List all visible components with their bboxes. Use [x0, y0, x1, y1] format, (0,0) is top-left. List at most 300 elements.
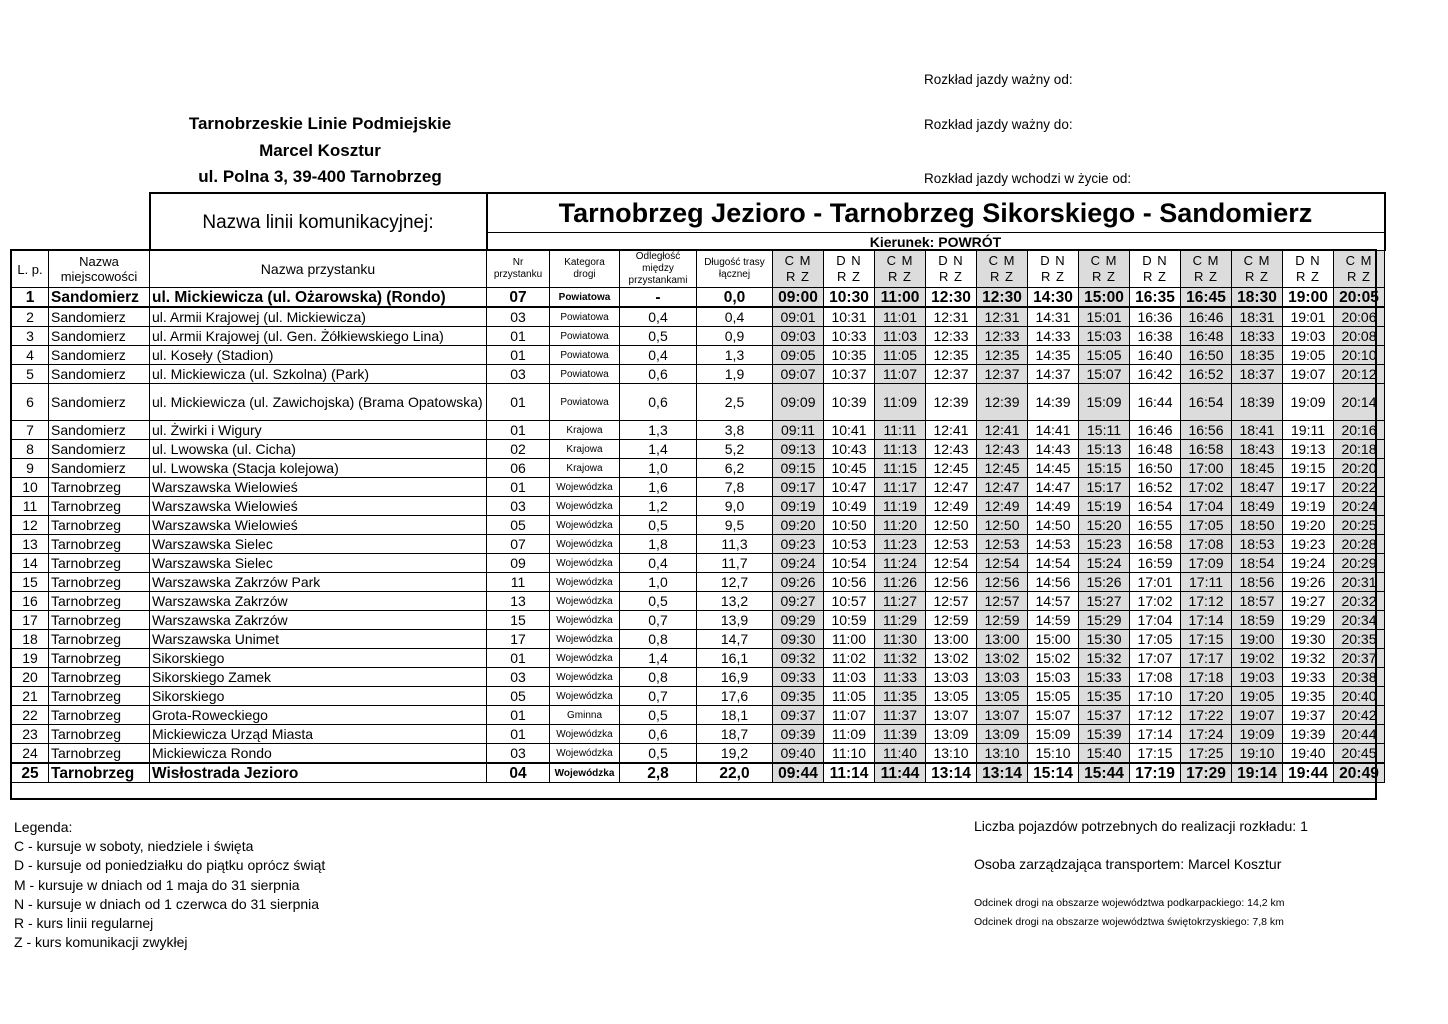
departure-time: 11:37	[875, 706, 926, 725]
departure-time: 14:43	[1028, 440, 1079, 459]
stop-name: Sikorskiego Zamek	[150, 668, 487, 687]
road-category: Wojewódzka	[550, 630, 620, 649]
departure-time: 11:17	[875, 478, 926, 497]
departure-time: 14:54	[1028, 554, 1079, 573]
distance-between: 0,8	[620, 630, 697, 649]
departure-time: 16:50	[1181, 346, 1232, 365]
departure-time: 19:33	[1283, 668, 1334, 687]
stop-number: 02	[487, 440, 550, 459]
stop-index: 6	[12, 384, 49, 421]
col-road-category: Kategora drogi	[550, 251, 620, 288]
line-name-label: Nazwa linii komunikacyjnej:	[150, 193, 487, 251]
total-length: 12,7	[697, 573, 773, 592]
departure-time: 09:44	[773, 763, 824, 783]
departure-time: 12:45	[977, 459, 1028, 478]
departure-time: 14:39	[1028, 384, 1079, 421]
stop-number: 04	[487, 763, 550, 783]
departure-time: 10:33	[824, 327, 875, 346]
stop-number: 01	[487, 725, 550, 744]
road-category: Wojewódzka	[550, 592, 620, 611]
departure-time: 14:30	[1028, 288, 1079, 308]
departure-time: 11:11	[875, 421, 926, 440]
col-stop: Nazwa przystanku	[150, 251, 487, 288]
stop-number: 01	[487, 384, 550, 421]
stop-number: 05	[487, 687, 550, 706]
distance-between: 1,0	[620, 573, 697, 592]
departure-time: 11:40	[875, 744, 926, 764]
town-name: Tarnobrzeg	[49, 573, 150, 592]
departure-time: 19:05	[1232, 687, 1283, 706]
departure-time: 15:40	[1079, 744, 1130, 764]
course-code-bottom: R Z	[1194, 269, 1218, 284]
stop-name: ul. Mickiewicza (ul. Ożarowska) (Rondo)	[150, 288, 487, 308]
departure-time: 12:54	[926, 554, 977, 573]
departure-time: 14:56	[1028, 573, 1079, 592]
departure-time: 12:56	[977, 573, 1028, 592]
distance-between: 0,6	[620, 725, 697, 744]
town-name: Tarnobrzeg	[49, 649, 150, 668]
departure-time: 20:28	[1334, 535, 1385, 554]
departure-time: 09:17	[773, 478, 824, 497]
departure-time: 12:56	[926, 573, 977, 592]
stop-index: 2	[12, 307, 49, 327]
stop-number: 03	[487, 668, 550, 687]
departure-time: 12:47	[977, 478, 1028, 497]
stop-index: 11	[12, 497, 49, 516]
legend-item: Z - kurs komunikacji zwykłej	[14, 934, 188, 951]
legend-item: N - kursuje w dniach od 1 czerwca do 31 sierpnia	[14, 895, 320, 912]
vehicles-count: Liczba pojazdów potrzebnych do realizacji rozkładu: 1	[974, 818, 1308, 834]
departure-time: 11:26	[875, 573, 926, 592]
departure-time: 11:09	[875, 384, 926, 421]
stop-index: 20	[12, 668, 49, 687]
departure-time: 20:32	[1334, 592, 1385, 611]
valid-to-label: Rozkład jazdy ważny do:	[924, 117, 1073, 132]
departure-time: 19:44	[1283, 763, 1334, 783]
stop-index: 24	[12, 744, 49, 764]
departure-time: 14:41	[1028, 421, 1079, 440]
departure-time: 19:40	[1283, 744, 1334, 764]
departure-time: 19:01	[1283, 307, 1334, 327]
col-distance-between: Odległość między przystankami	[620, 251, 697, 288]
total-length: 11,7	[697, 554, 773, 573]
stop-number: 01	[487, 421, 550, 440]
departure-time: 14:49	[1028, 497, 1079, 516]
departure-time: 16:38	[1130, 327, 1181, 346]
distance-between: 0,6	[620, 384, 697, 421]
stop-name: ul. Mickiewicza (ul. Szkolna) (Park)	[150, 365, 487, 384]
departure-time: 20:10	[1334, 346, 1385, 365]
segment-podkarpackie: Odcinek drogi na obszarze województwa podkarpackiego: 14,2 km	[974, 897, 1285, 909]
departure-time: 09:26	[773, 573, 824, 592]
table-row	[12, 307, 1385, 327]
stop-number: 01	[487, 649, 550, 668]
stop-index: 22	[12, 706, 49, 725]
course-header	[1232, 251, 1283, 288]
road-category: Wojewódzka	[550, 478, 620, 497]
stop-name: Warszawska Sielec	[150, 535, 487, 554]
course-code-bottom: R Z	[1143, 269, 1167, 284]
total-length: 19,2	[697, 744, 773, 764]
departure-time: 14:33	[1028, 327, 1079, 346]
departure-time: 10:47	[824, 478, 875, 497]
departure-time: 13:09	[926, 725, 977, 744]
departure-time: 19:37	[1283, 706, 1334, 725]
total-length: 6,2	[697, 459, 773, 478]
departure-time: 18:30	[1232, 288, 1283, 308]
departure-time: 11:19	[875, 497, 926, 516]
total-length: 5,2	[697, 440, 773, 459]
distance-between: 1,0	[620, 459, 697, 478]
course-header	[1079, 251, 1130, 288]
road-category: Wojewódzka	[550, 725, 620, 744]
departure-time: 11:20	[875, 516, 926, 535]
departure-time: 16:58	[1181, 440, 1232, 459]
departure-time: 11:07	[824, 706, 875, 725]
departure-time: 15:07	[1028, 706, 1079, 725]
departure-time: 16:48	[1130, 440, 1181, 459]
departure-time: 15:44	[1079, 763, 1130, 783]
departure-time: 16:54	[1130, 497, 1181, 516]
town-name: Tarnobrzeg	[49, 706, 150, 725]
stop-index: 13	[12, 535, 49, 554]
departure-time: 17:05	[1130, 630, 1181, 649]
departure-time: 20:20	[1334, 459, 1385, 478]
departure-time: 15:27	[1079, 592, 1130, 611]
total-length: 7,8	[697, 478, 773, 497]
departure-time: 19:26	[1283, 573, 1334, 592]
col-town: Nazwa miejscowości	[49, 251, 150, 288]
departure-time: 15:05	[1028, 687, 1079, 706]
table-row	[12, 346, 1385, 365]
departure-time: 15:17	[1079, 478, 1130, 497]
departure-time: 14:59	[1028, 611, 1079, 630]
departure-time: 19:13	[1283, 440, 1334, 459]
departure-time: 17:12	[1181, 592, 1232, 611]
departure-time: 09:13	[773, 440, 824, 459]
departure-time: 13:09	[977, 725, 1028, 744]
departure-time: 19:11	[1283, 421, 1334, 440]
departure-time: 19:07	[1283, 365, 1334, 384]
table-row	[12, 592, 1385, 611]
distance-between: 0,7	[620, 611, 697, 630]
departure-time: 17:04	[1181, 497, 1232, 516]
stop-number: 06	[487, 459, 550, 478]
departure-time: 13:00	[977, 630, 1028, 649]
course-code-bottom: R Z	[1092, 269, 1116, 284]
road-category: Wojewódzka	[550, 554, 620, 573]
stop-name: Warszawska Wielowieś	[150, 478, 487, 497]
departure-time: 19:03	[1283, 327, 1334, 346]
departure-time: 18:35	[1232, 346, 1283, 365]
departure-time: 17:22	[1181, 706, 1232, 725]
stop-number: 11	[487, 573, 550, 592]
departure-time: 15:30	[1079, 630, 1130, 649]
departure-time: 20:31	[1334, 573, 1385, 592]
departure-time: 18:45	[1232, 459, 1283, 478]
departure-time: 09:29	[773, 611, 824, 630]
stop-index: 19	[12, 649, 49, 668]
departure-time: 17:19	[1130, 763, 1181, 783]
table-row	[12, 630, 1385, 649]
departure-time: 11:14	[824, 763, 875, 783]
departure-time: 19:39	[1283, 725, 1334, 744]
departure-time: 18:56	[1232, 573, 1283, 592]
departure-time: 15:15	[1079, 459, 1130, 478]
departure-time: 17:01	[1130, 573, 1181, 592]
road-category: Wojewódzka	[550, 611, 620, 630]
course-code-bottom: R Z	[1296, 269, 1320, 284]
road-category: Wojewódzka	[550, 516, 620, 535]
departure-time: 19:07	[1232, 706, 1283, 725]
road-category: Wojewódzka	[550, 573, 620, 592]
stop-name: ul. Lwowska (ul. Cicha)	[150, 440, 487, 459]
total-length: 18,7	[697, 725, 773, 744]
town-name: Tarnobrzeg	[49, 516, 150, 535]
departure-time: 16:56	[1181, 421, 1232, 440]
departure-time: 19:24	[1283, 554, 1334, 573]
stop-index: 23	[12, 725, 49, 744]
company-address: ul. Polna 3, 39-400 Tarnobrzeg	[198, 167, 442, 186]
legend-item: M - kursuje w dniach od 1 maja do 31 sierpnia	[14, 876, 300, 893]
departure-time: 18:47	[1232, 478, 1283, 497]
departure-time: 20:06	[1334, 307, 1385, 327]
course-code-top: C M	[1243, 253, 1271, 268]
departure-time: 17:02	[1181, 478, 1232, 497]
distance-between: 0,5	[620, 706, 697, 725]
departure-time: 13:05	[977, 687, 1028, 706]
departure-time: 15:00	[1079, 288, 1130, 308]
road-category: Wojewódzka	[550, 497, 620, 516]
departure-time: 19:02	[1232, 649, 1283, 668]
departure-time: 15:09	[1028, 725, 1079, 744]
departure-time: 12:43	[977, 440, 1028, 459]
departure-time: 14:37	[1028, 365, 1079, 384]
legend-item: C - kursuje w soboty, niedziele i święta	[14, 838, 254, 855]
stop-number: 09	[487, 554, 550, 573]
departure-time: 12:49	[926, 497, 977, 516]
departure-time: 13:03	[926, 668, 977, 687]
table-row	[12, 440, 1385, 459]
stop-number: 17	[487, 630, 550, 649]
road-category: Krajowa	[550, 421, 620, 440]
departure-time: 10:41	[824, 421, 875, 440]
course-code-top: D N	[1295, 253, 1321, 268]
course-code-top: D N	[1142, 253, 1168, 268]
stop-number: 03	[487, 744, 550, 764]
departure-time: 09:11	[773, 421, 824, 440]
stop-name: Warszawska Wielowieś	[150, 497, 487, 516]
course-code-bottom: R Z	[786, 269, 810, 284]
departure-time: 15:39	[1079, 725, 1130, 744]
departure-time: 19:00	[1232, 630, 1283, 649]
course-code-top: C M	[1192, 253, 1220, 268]
departure-time: 12:53	[977, 535, 1028, 554]
town-name: Tarnobrzeg	[49, 592, 150, 611]
distance-between: 0,5	[620, 744, 697, 764]
stop-number: 03	[487, 497, 550, 516]
departure-time: 20:22	[1334, 478, 1385, 497]
distance-between: 1,4	[620, 649, 697, 668]
departure-time: 12:54	[977, 554, 1028, 573]
departure-time: 11:27	[875, 592, 926, 611]
departure-time: 19:35	[1283, 687, 1334, 706]
departure-time: 20:05	[1334, 288, 1385, 308]
table-row	[12, 535, 1385, 554]
course-code-bottom: R Z	[990, 269, 1014, 284]
departure-time: 15:29	[1079, 611, 1130, 630]
departure-time: 12:59	[926, 611, 977, 630]
legend	[14, 818, 325, 952]
total-length: 9,0	[697, 497, 773, 516]
departure-time: 12:49	[977, 497, 1028, 516]
table-row	[12, 365, 1385, 384]
course-code-top: C M	[1345, 253, 1373, 268]
stop-index: 17	[12, 611, 49, 630]
course-header	[1283, 251, 1334, 288]
departure-time: 19:00	[1283, 288, 1334, 308]
departure-time: 11:24	[875, 554, 926, 573]
departure-time: 09:32	[773, 649, 824, 668]
departure-time: 19:23	[1283, 535, 1334, 554]
departure-time: 20:35	[1334, 630, 1385, 649]
course-code-bottom: R Z	[1041, 269, 1065, 284]
departure-time: 11:13	[875, 440, 926, 459]
stop-number: 03	[487, 307, 550, 327]
distance-between: 0,6	[620, 365, 697, 384]
departure-time: 18:50	[1232, 516, 1283, 535]
road-category: Powiatowa	[550, 346, 620, 365]
departure-time: 19:05	[1283, 346, 1334, 365]
departure-time: 15:07	[1079, 365, 1130, 384]
stop-index: 4	[12, 346, 49, 365]
departure-time: 17:24	[1181, 725, 1232, 744]
course-code-bottom: R Z	[888, 269, 912, 284]
departure-time: 20:42	[1334, 706, 1385, 725]
legend-title: Legenda:	[14, 819, 73, 835]
departure-time: 12:37	[926, 365, 977, 384]
departure-time: 17:07	[1130, 649, 1181, 668]
departure-time: 17:20	[1181, 687, 1232, 706]
departure-time: 17:08	[1130, 668, 1181, 687]
departure-time: 09:35	[773, 687, 824, 706]
departure-time: 14:31	[1028, 307, 1079, 327]
col-lp: L. p.	[12, 251, 49, 288]
departure-time: 15:26	[1079, 573, 1130, 592]
departure-time: 16:42	[1130, 365, 1181, 384]
road-category: Powiatowa	[550, 307, 620, 327]
departure-time: 18:41	[1232, 421, 1283, 440]
legend-item: D - kursuje od poniedziałku do piątku oprócz świąt	[14, 857, 326, 874]
departure-time: 16:35	[1130, 288, 1181, 308]
departure-time: 17:00	[1181, 459, 1232, 478]
distance-between: 0,4	[620, 346, 697, 365]
stop-index: 7	[12, 421, 49, 440]
departure-time: 13:02	[926, 649, 977, 668]
departure-time: 14:35	[1028, 346, 1079, 365]
departure-time: 19:09	[1283, 384, 1334, 421]
course-header	[977, 251, 1028, 288]
departure-time: 17:04	[1130, 611, 1181, 630]
course-header	[824, 251, 875, 288]
departure-time: 12:39	[926, 384, 977, 421]
stop-number: 01	[487, 346, 550, 365]
stop-name: Wisłostrada Jezioro	[150, 763, 487, 783]
departure-time: 15:33	[1079, 668, 1130, 687]
road-category: Powiatowa	[550, 327, 620, 346]
departure-time: 09:30	[773, 630, 824, 649]
stop-index: 12	[12, 516, 49, 535]
departure-time: 10:35	[824, 346, 875, 365]
stop-index: 3	[12, 327, 49, 346]
stop-name: Warszawska Zakrzów Park	[150, 573, 487, 592]
legend-item: R - kurs linii regularnej	[14, 915, 154, 932]
road-category: Wojewódzka	[550, 649, 620, 668]
departure-time: 12:41	[977, 421, 1028, 440]
road-category: Powiatowa	[550, 365, 620, 384]
town-name: Tarnobrzeg	[49, 687, 150, 706]
departure-time: 12:59	[977, 611, 1028, 630]
distance-between: 1,2	[620, 497, 697, 516]
departure-time: 11:05	[824, 687, 875, 706]
departure-time: 20:25	[1334, 516, 1385, 535]
distance-between: 2,8	[620, 763, 697, 783]
departure-time: 14:57	[1028, 592, 1079, 611]
direction: Kierunek: POWRÓT	[487, 233, 1385, 251]
departure-time: 11:44	[875, 763, 926, 783]
departure-time: 10:31	[824, 307, 875, 327]
departure-time: 20:34	[1334, 611, 1385, 630]
col-total-length: Długość trasy łącznej	[697, 251, 773, 288]
departure-time: 20:29	[1334, 554, 1385, 573]
stop-number: 13	[487, 592, 550, 611]
total-length: 1,9	[697, 365, 773, 384]
stop-name: ul. Żwirki i Wigury	[150, 421, 487, 440]
table-row	[12, 706, 1385, 725]
stop-number: 15	[487, 611, 550, 630]
departure-time: 17:15	[1181, 630, 1232, 649]
departure-time: 13:10	[926, 744, 977, 764]
total-length: 17,6	[697, 687, 773, 706]
table-row	[12, 497, 1385, 516]
departure-time: 14:50	[1028, 516, 1079, 535]
town-name: Tarnobrzeg	[49, 478, 150, 497]
departure-time: 11:09	[824, 725, 875, 744]
departure-time: 20:49	[1334, 763, 1385, 783]
departure-time: 15:20	[1079, 516, 1130, 535]
departure-time: 10:43	[824, 440, 875, 459]
departure-time: 09:20	[773, 516, 824, 535]
departure-time: 20:12	[1334, 365, 1385, 384]
total-length: 13,9	[697, 611, 773, 630]
table-row	[12, 478, 1385, 497]
course-header	[773, 251, 824, 288]
departure-time: 19:32	[1283, 649, 1334, 668]
departure-time: 12:31	[977, 307, 1028, 327]
departure-time: 09:00	[773, 288, 824, 308]
departure-time: 10:39	[824, 384, 875, 421]
departure-time: 14:47	[1028, 478, 1079, 497]
departure-time: 18:37	[1232, 365, 1283, 384]
stop-name: Grota-Roweckiego	[150, 706, 487, 725]
total-length: 3,8	[697, 421, 773, 440]
departure-time: 17:12	[1130, 706, 1181, 725]
road-category: Powiatowa	[550, 384, 620, 421]
stop-number: 05	[487, 516, 550, 535]
departure-time: 11:03	[824, 668, 875, 687]
departure-time: 17:17	[1181, 649, 1232, 668]
departure-time: 14:53	[1028, 535, 1079, 554]
